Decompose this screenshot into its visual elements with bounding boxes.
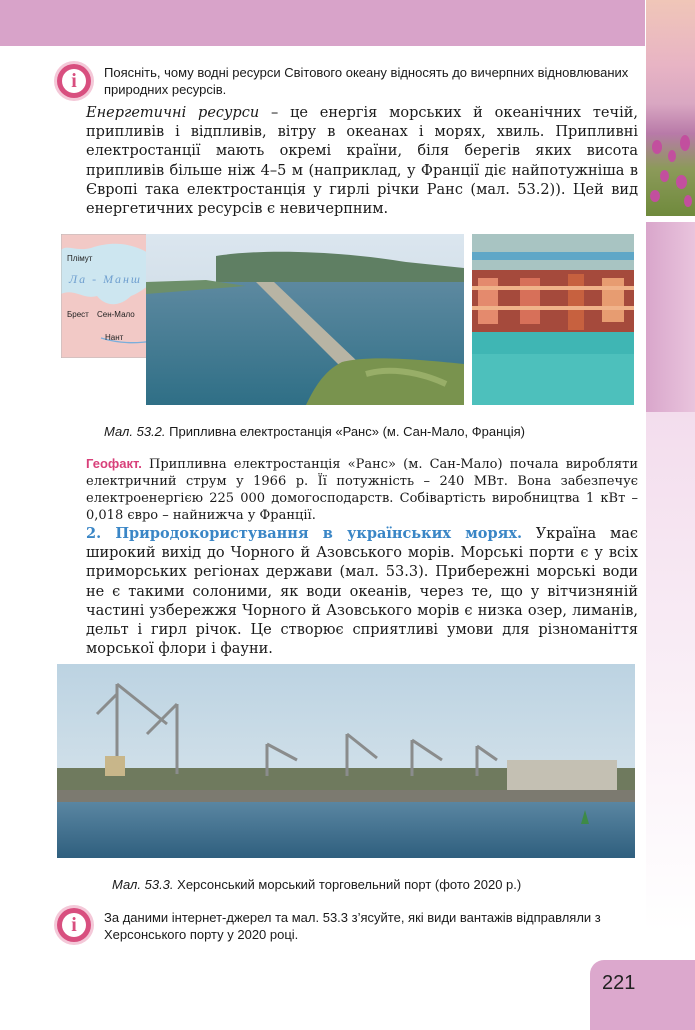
section-2-text: Україна має широкий вихід до Чорного й Азовського морів. Морські порти є у всіх приморських регіонах держави (мал. 53.3). Прибережні морські води не є такими солоними, як води океанів, через те, що у вітчизняній частині узбережжя Чорного й Азовського морів є низка озер, лиманів, дельт і гирл річок. Це створює сприятливі умови для різноманіття морської флори і фауни.	[86, 526, 638, 658]
figure-53-3-number: Мал. 53.3.	[112, 877, 174, 892]
question-text: За даними інтернет-джерел та мал. 53.3 з’ясуйте, які види вантажів відправляли з Херсонського порту у 2020 році.	[104, 910, 601, 942]
section-2-paragraph	[86, 524, 638, 659]
energy-text: – це енергія морських й океанічних течій, припливів і відпливів, вітру в океанах і морях, хвиль. Припливні електростанції мають окремі країни, біля берегів яких висота припливів більше ніж 4–5 м (наприклад, у Франції діє найпотужніша в Європі така електростанція у гирлі річки Ранс (мал. 53.2)). Цей вид енергетичних ресурсів є невичерпним.	[86, 105, 638, 218]
map-city-saint-malo: Сен-Мало	[97, 310, 135, 319]
figure-53-2-caption	[104, 424, 525, 439]
side-flower-photo	[646, 0, 695, 216]
map-city-plymouth: Плімут	[67, 254, 93, 263]
geofact-block	[86, 455, 638, 524]
figure-53-3-text: Херсонський морський торговельний порт (фото 2020 р.)	[173, 877, 522, 892]
geofact-label: Геофакт.	[86, 456, 142, 471]
side-decorative-fade	[646, 412, 695, 932]
figure-53-2-text: Припливна електростанція «Ранс» (м. Сан-Мало, Франція)	[165, 424, 525, 439]
dam-photo	[146, 234, 464, 405]
map-sea-label: Ла - Манш	[69, 272, 142, 286]
figure-53-3-caption	[112, 877, 521, 892]
energy-resources-paragraph	[86, 104, 638, 219]
energy-term: Енергетичні ресурси	[86, 105, 260, 121]
sluice-photo	[472, 234, 634, 405]
map-city-brest: Брест	[67, 310, 89, 319]
map-city-nantes: Нант	[105, 333, 124, 342]
question-text: Поясніть, чому водні ресурси Світового океану відносять до вичерпних відновлюваних природних ресурсів.	[104, 65, 629, 97]
kherson-port-photo	[57, 664, 635, 858]
side-decorative-band	[646, 222, 695, 412]
section-2-heading: 2. Природокористування в українських морях.	[86, 525, 523, 542]
page-number: 221	[602, 972, 636, 994]
page-number-tab	[590, 960, 695, 1030]
geofact-text: Припливна електростанція «Ранс» (м. Сан-Мало) почала виробляти електричний струм у 1966 р. Її потужність – 240 МВт. Вона забезпечує електроенергією 225 000 домогосподарств. Собівартість виробництва 1 кВт – 0,018 євро – найнижча у Франції.	[86, 457, 638, 523]
info-icon: i	[57, 908, 91, 942]
info-icon: i	[57, 64, 91, 98]
figure-53-2-number: Мал. 53.2.	[104, 424, 166, 439]
top-decorative-band	[0, 0, 645, 46]
